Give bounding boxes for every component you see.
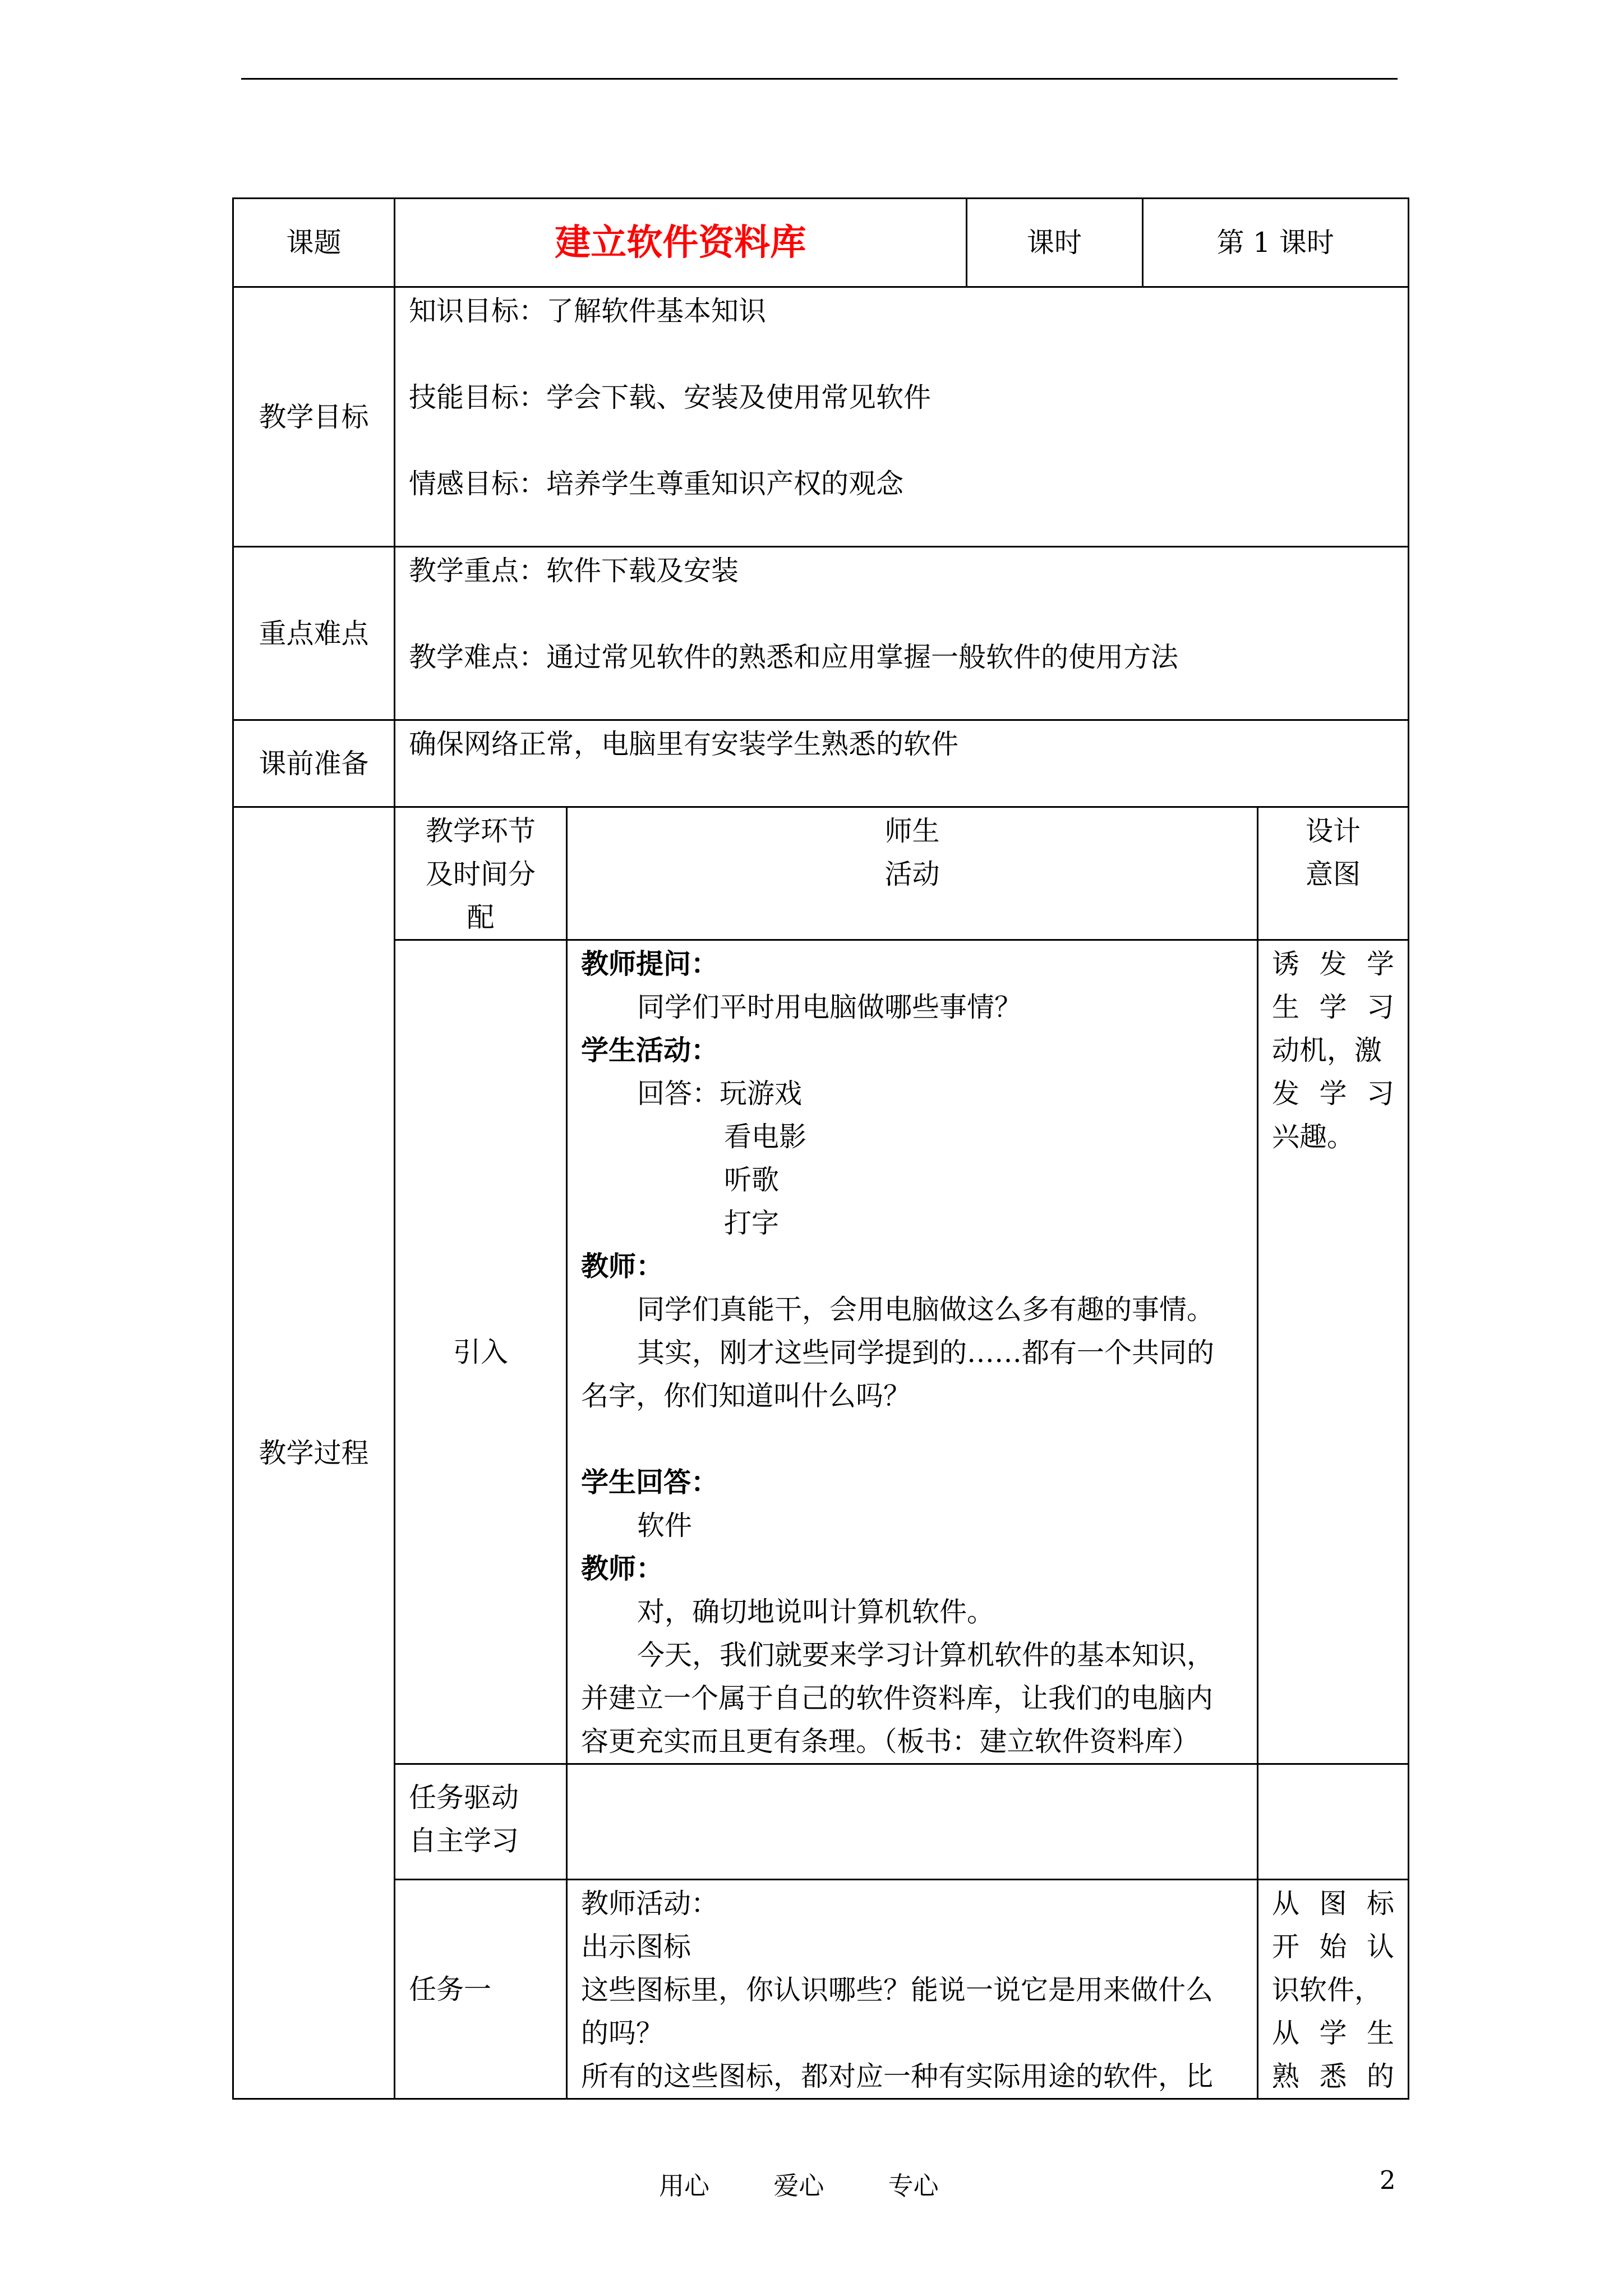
emotion-objective: 情感目标：培养学生尊重知识产权的观念	[409, 468, 904, 500]
preparation-row	[233, 720, 1409, 807]
intent-header: 设计 意图	[1258, 807, 1409, 940]
footer-slogan: 用心 爱心 专心	[659, 2171, 939, 2201]
period-value: 第 1 课时	[1216, 227, 1334, 259]
teaching-focus: 教学重点：软件下载及安装	[409, 555, 739, 587]
key-points-label: 重点难点	[233, 547, 395, 720]
key-points-row	[233, 547, 1409, 720]
intro-intent: 诱发学 生学习 动机，激 发学习 兴趣。	[1258, 940, 1409, 1764]
preparation-text: 确保网络正常，电脑里有安装学生熟悉的软件	[395, 720, 1409, 807]
topic-title: 建立软件资料库	[395, 199, 966, 286]
lesson-plan-table	[232, 197, 1409, 2100]
teacher-ask-label: 教师提问：	[581, 947, 719, 980]
student-answer-4: 打字	[724, 1207, 780, 1239]
student-answer: 软件	[637, 1510, 693, 1542]
topic-label: 课题	[233, 199, 395, 287]
student-answer-2: 看电影	[724, 1121, 807, 1153]
task-drive-activity	[567, 1764, 1258, 1880]
knowledge-objective: 知识目标：了解软件基本知识	[409, 295, 767, 327]
period-label: 课时	[966, 199, 1142, 286]
teacher-line-2a: 对，确切地说叫计算机软件。	[637, 1596, 995, 1628]
student-answer-label: 学生回答：	[581, 1466, 719, 1498]
student-answer-3: 听歌	[724, 1164, 780, 1196]
task-drive-row	[233, 1764, 1409, 1880]
page-number: 2	[1380, 2165, 1396, 2195]
task1-intent: 从图标 开始认 识软件， 从学生 熟悉的	[1258, 1880, 1409, 2099]
teacher-line-1c: 名字，你们知道叫什么吗？	[581, 1380, 911, 1412]
activity-header: 师生 活动	[567, 807, 1258, 940]
task-drive-stage: 任务驱动 自主学习	[395, 1764, 567, 1880]
teacher-label-1: 教师：	[581, 1250, 664, 1282]
task1-row	[233, 1880, 1409, 2099]
intro-activity	[567, 940, 1258, 1764]
objectives-row	[233, 287, 1409, 547]
teacher-line-2b: 今天，我们就要来学习计算机软件的基本知识，	[637, 1639, 1215, 1671]
preparation-label: 课前准备	[233, 720, 395, 807]
task1-stage: 任务一	[395, 1880, 567, 2099]
teacher-line-2d: 容更充实而且更有条理。（板书：建立软件资料库）	[581, 1726, 1200, 1757]
teacher-line-2c: 并建立一个属于自己的软件资料库，让我们的电脑内	[581, 1682, 1214, 1714]
intro-row	[233, 940, 1409, 1764]
teacher-line-1b: 其实，刚才这些同学提到的……都有一个共同的	[637, 1337, 1215, 1369]
teacher-ask: 同学们平时用电脑做哪些事情？	[637, 991, 1022, 1023]
teacher-label-2: 教师：	[581, 1552, 664, 1585]
student-activity-label: 学生活动：	[581, 1034, 719, 1066]
task-drive-intent	[1258, 1764, 1409, 1880]
teacher-line-1a: 同学们真能干，会用电脑做这么多有趣的事情。	[637, 1294, 1215, 1326]
student-answer-1: 回答：玩游戏	[637, 1078, 803, 1110]
objectives-label: 教学目标	[233, 287, 395, 547]
stage-header: 教学环节 及时间分 配	[395, 807, 567, 940]
intro-stage: 引入	[395, 940, 567, 1764]
task1-activity: 教师活动： 出示图标 这些图标里，你认识哪些？能说一说它是用来做什么 的吗？ 所有的这些图标，都对应一种有实际用途的软件，比	[567, 1880, 1258, 2099]
skill-objective: 技能目标：学会下载、安装及使用常见软件	[409, 381, 932, 413]
process-label: 教学过程	[233, 807, 395, 2099]
teaching-difficulty: 教学难点：通过常见软件的熟悉和应用掌握一般软件的使用方法	[409, 641, 1179, 673]
process-header-row	[233, 807, 1409, 940]
topic-row	[233, 199, 1409, 287]
header-rule	[241, 78, 1398, 80]
